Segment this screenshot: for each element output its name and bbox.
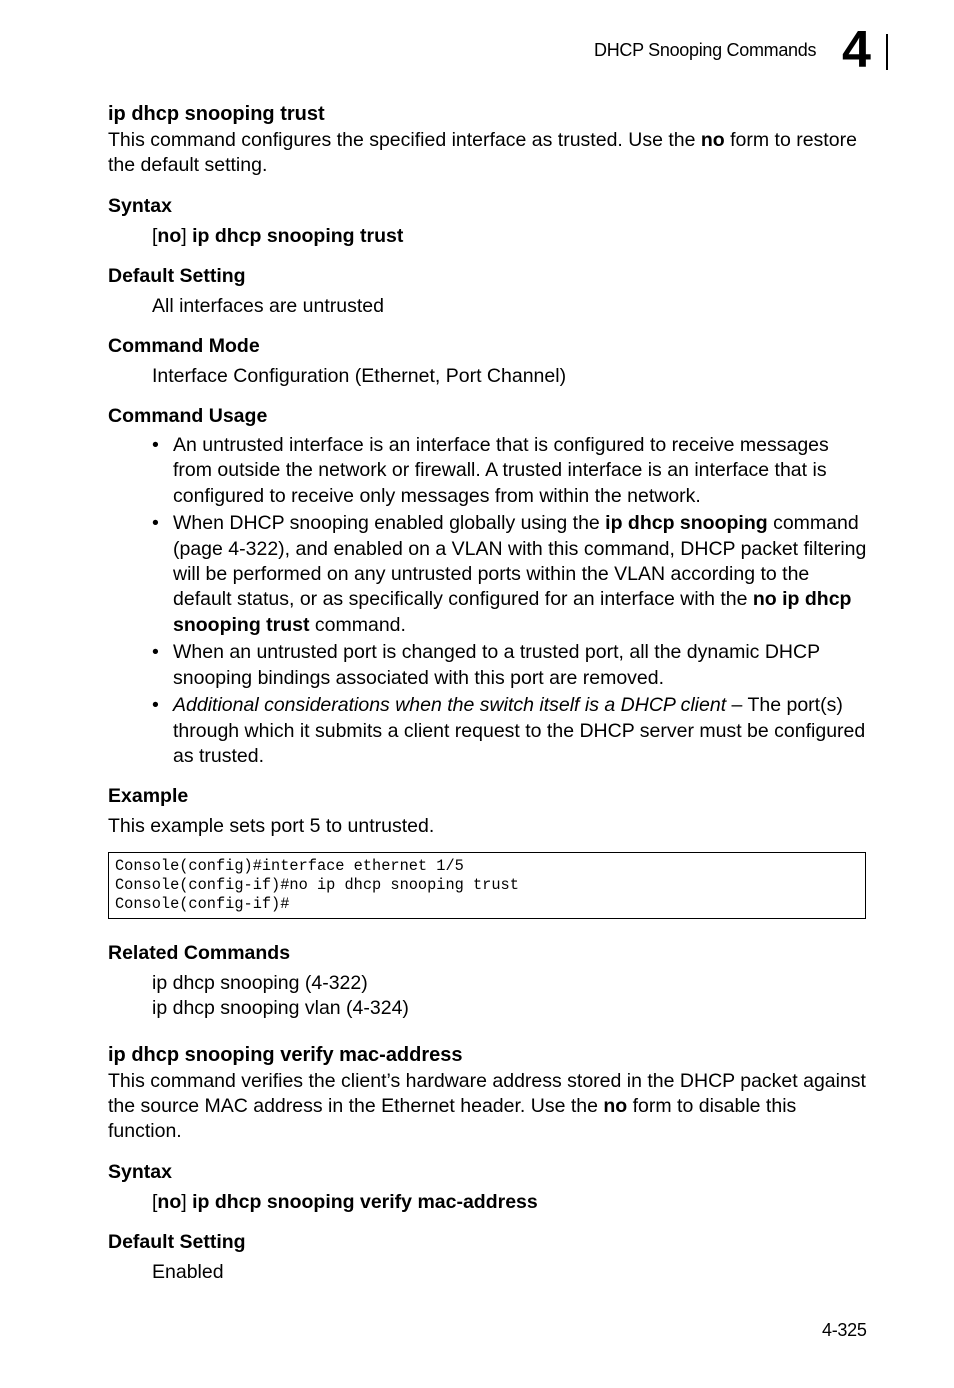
- section-title-verify: ip dhcp snooping verify mac-address: [108, 1044, 463, 1066]
- trust-usage-heading: Command Usage: [108, 405, 268, 427]
- trust-syntax: [no] ip dhcp snooping trust: [152, 225, 404, 247]
- usage-list: [152, 433, 872, 772]
- usage-bullet: • When an untrusted port is changed to a trusted port, all the dynamic DHCP snooping bindings associated with this port are removed.: [152, 641, 820, 689]
- code-line: Console(config-if)#: [115, 895, 290, 913]
- page-number: 4-325: [822, 1320, 867, 1340]
- usage-bullet: • When DHCP snooping enabled globally using the ip dhcp snooping command (page 4-322), and enabled on a VLAN with this command, DHCP packet filtering will be performed on any untrusted ports within the VLAN according to the default status, or as specifically configured for an interface with the no ip dhcp snooping trust command.: [152, 512, 867, 636]
- trust-related-heading: Related Commands: [108, 942, 291, 964]
- usage-bullet: • Additional considerations when the switch itself is a DHCP client – The port(s) through which it submits a client request to the DHCP server must be configured as trusted.: [152, 694, 866, 768]
- code-example: [108, 852, 866, 919]
- trust-default-heading: Default Setting: [108, 265, 246, 287]
- related-command: ip dhcp snooping vlan (4-324): [152, 997, 409, 1019]
- verify-syntax: [no] ip dhcp snooping verify mac-address: [152, 1191, 538, 1213]
- trust-example-text: This example sets port 5 to untrusted.: [108, 815, 435, 837]
- verify-default-heading: Default Setting: [108, 1231, 246, 1253]
- trust-mode-value: Interface Configuration (Ethernet, Port Channel): [152, 365, 567, 387]
- code-line: Console(config)#interface ethernet 1/5: [115, 857, 464, 875]
- trust-syntax-heading: Syntax: [108, 195, 172, 217]
- usage-bullet: • An untrusted interface is an interface that is configured to receive messages from outside the network or firewall. A trusted interface is an interface that is configured to receive only messages from within the network.: [152, 434, 829, 507]
- verify-default-value: Enabled: [152, 1261, 224, 1283]
- chapter-number: 4: [842, 21, 871, 79]
- running-header: DHCP Snooping Commands: [594, 40, 817, 60]
- related-command: ip dhcp snooping (4-322): [152, 972, 368, 994]
- section-title-trust: ip dhcp snooping trust: [108, 103, 325, 125]
- verify-description: This command verifies the client’s hardware address stored in the DHCP packet against the source MAC address in the Ethernet header. Use the no form to disable this function.: [108, 1070, 866, 1142]
- trust-example-heading: Example: [108, 785, 189, 807]
- trust-default-value: All interfaces are untrusted: [152, 295, 384, 317]
- verify-syntax-heading: Syntax: [108, 1161, 172, 1183]
- code-line: Console(config-if)#no ip dhcp snooping trust: [115, 876, 519, 894]
- trust-mode-heading: Command Mode: [108, 335, 260, 357]
- chapter-divider: [886, 34, 888, 70]
- trust-description: This command configures the specified interface as trusted. Use the no form to restore the default setting.: [108, 129, 857, 176]
